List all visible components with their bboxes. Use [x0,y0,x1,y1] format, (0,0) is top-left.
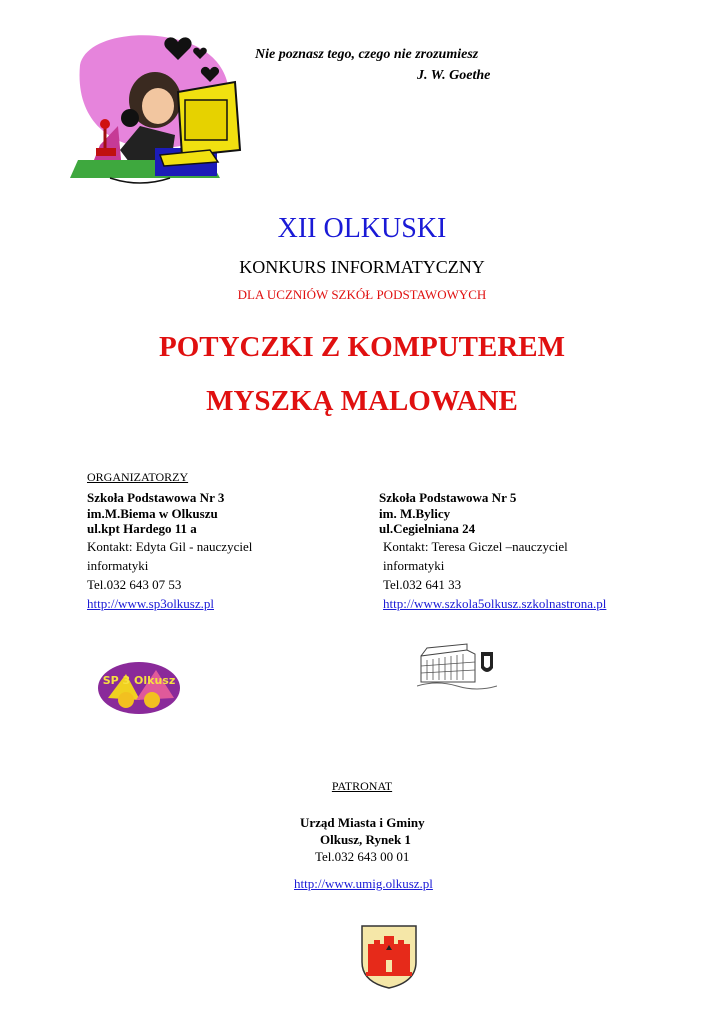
patronat-link[interactable]: http://www.umig.olkusz.pl [294,876,433,891]
title-konkurs: KONKURS INFORMATYCZNY [239,257,485,277]
title-xii: XII OLKUSKI [277,213,447,244]
patronat-tel: Tel.032 643 00 01 [315,849,410,864]
quote-author: J. W. Goethe [417,68,491,83]
school2-tel: Tel.032 641 33 [383,576,462,592]
organizers-label: ORGANIZATORZY [87,470,189,484]
school1-contact-2: informatyki [87,557,149,573]
school1-block [87,490,252,613]
patronat-name: Urząd Miasta i Gminy [300,815,425,830]
olkusz-coat-of-arms [360,924,418,990]
school1-tel: Tel.032 643 07 53 [87,576,182,592]
school2-block [379,490,606,613]
title-myszka: MYSZKĄ MALOWANE [206,385,518,417]
school1-contact: Kontakt: Edyta Gil - nauczyciel [87,538,253,554]
school1-street: ul.kpt Hardego 11 a [87,521,197,536]
girl-at-computer-illustration [60,30,255,190]
sp3-logo-text: SP 3 Olkusz [102,674,176,687]
school2-contact: Kontakt: Teresa Giczel –nauczyciel [383,538,568,554]
quote-text: Nie poznasz tego, czego nie zrozumiesz [255,47,479,62]
school1-name: Szkoła Podstawowa Nr 3 [87,490,225,505]
school2-street: ul.Cegielniana 24 [379,521,476,536]
school2-link[interactable]: http://www.szkola5olkusz.szkolnastrona.pl [383,595,607,611]
school-building-illustration [417,642,497,690]
school1-link[interactable]: http://www.sp3olkusz.pl [87,595,214,611]
title-audience: DLA UCZNIÓW SZKÓŁ PODSTAWOWYCH [237,287,487,302]
school1-patron: im.M.Biema w Olkuszu [87,505,218,521]
school2-patron: im. M.Bylicy [379,505,451,521]
patronat-address: Olkusz, Rynek 1 [320,832,411,847]
school2-name: Szkoła Podstawowa Nr 5 [379,490,517,505]
title-potyczki: POTYCZKI Z KOMPUTEREM [158,331,565,363]
patronat-label: PATRONAT [331,779,393,793]
quote [255,44,490,86]
sp3-logo [96,660,182,716]
school2-contact-2: informatyki [383,557,445,573]
